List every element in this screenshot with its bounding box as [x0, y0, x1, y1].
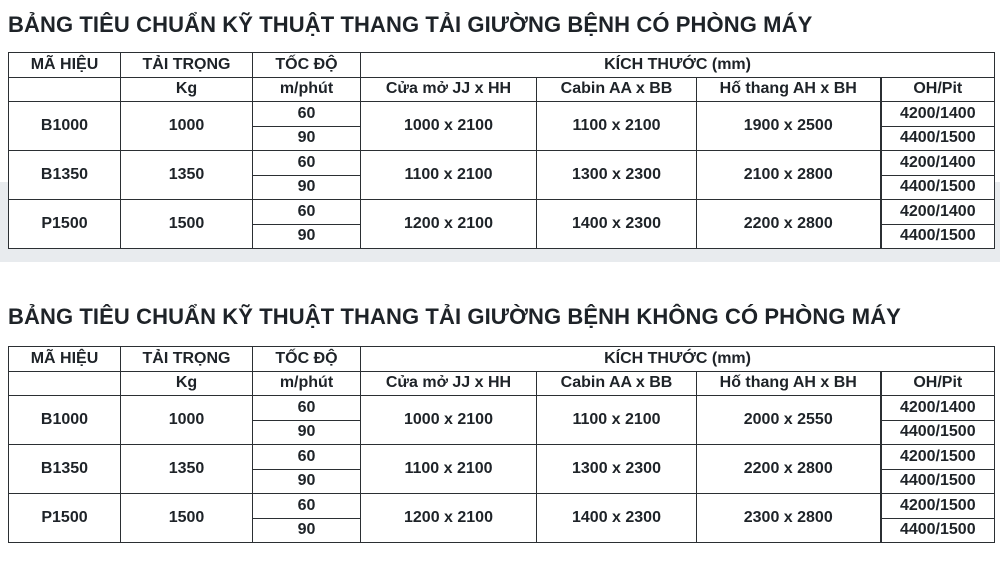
cell-ohpit: 4400/1500 [881, 518, 995, 543]
cell-ohpit: 4200/1400 [881, 151, 995, 176]
cell-ohpit: 4400/1500 [881, 469, 995, 494]
header-load-unit: Kg [121, 371, 253, 396]
cell-ohpit: 4400/1500 [881, 175, 995, 200]
table-row [9, 396, 995, 421]
header-row [9, 347, 995, 372]
table-row [9, 200, 995, 225]
table-row [9, 494, 995, 519]
cell-load: 1350 [121, 445, 253, 494]
spec-table [8, 52, 995, 249]
cell-load: 1350 [121, 151, 253, 200]
header-dimensions: KÍCH THƯỚC (mm) [361, 347, 995, 372]
cell-speed: 60 [253, 151, 361, 176]
cell-shaft: 2000 x 2550 [697, 396, 881, 445]
cell-model: B1000 [9, 102, 121, 151]
cell-speed: 60 [253, 396, 361, 421]
cell-load: 1000 [121, 102, 253, 151]
cell-ohpit: 4400/1500 [881, 420, 995, 445]
cell-ohpit: 4200/1400 [881, 200, 995, 225]
cell-cabin: 1400 x 2300 [537, 200, 697, 249]
spec-section-without-machine-room [8, 302, 994, 543]
cell-model: B1000 [9, 396, 121, 445]
cell-ohpit: 4200/1400 [881, 396, 995, 421]
header-load-unit: Kg [121, 77, 253, 102]
table-row [9, 102, 995, 127]
header-model-blank [9, 77, 121, 102]
header-dimensions: KÍCH THƯỚC (mm) [361, 53, 995, 78]
cell-shaft: 2200 x 2800 [697, 200, 881, 249]
header-load: TẢI TRỌNG [121, 347, 253, 372]
cell-door: 1000 x 2100 [361, 102, 537, 151]
cell-cabin: 1100 x 2100 [537, 102, 697, 151]
cell-model: P1500 [9, 200, 121, 249]
cell-shaft: 1900 x 2500 [697, 102, 881, 151]
cell-load: 1500 [121, 200, 253, 249]
cell-speed: 60 [253, 445, 361, 470]
header-ohpit: OH/Pit [881, 77, 995, 102]
cell-cabin: 1100 x 2100 [537, 396, 697, 445]
table-title: BẢNG TIÊU CHUẨN KỸ THUẬT THANG TẢI GIƯỜNG BỆNH KHÔNG CÓ PHÒNG MÁY [8, 304, 901, 329]
cell-shaft: 2300 x 2800 [697, 494, 881, 543]
cell-speed: 90 [253, 469, 361, 494]
spec-table [8, 346, 995, 543]
cell-ohpit: 4400/1500 [881, 126, 995, 151]
header-shaft: Hố thang AH x BH [697, 77, 881, 102]
table-row [9, 151, 995, 176]
cell-cabin: 1300 x 2300 [537, 445, 697, 494]
cell-speed: 90 [253, 224, 361, 249]
subheader-row [9, 77, 995, 102]
cell-speed: 60 [253, 494, 361, 519]
cell-load: 1500 [121, 494, 253, 543]
cell-door: 1000 x 2100 [361, 396, 537, 445]
cell-shaft: 2200 x 2800 [697, 445, 881, 494]
header-model: MÃ HIỆU [9, 53, 121, 78]
header-load: TẢI TRỌNG [121, 53, 253, 78]
table-row [9, 445, 995, 470]
cell-model: B1350 [9, 151, 121, 200]
subheader-row [9, 371, 995, 396]
header-model-blank [9, 371, 121, 396]
cell-speed: 60 [253, 200, 361, 225]
header-model: MÃ HIỆU [9, 347, 121, 372]
cell-door: 1200 x 2100 [361, 200, 537, 249]
header-ohpit: OH/Pit [881, 371, 995, 396]
cell-speed: 60 [253, 102, 361, 127]
header-speed-unit: m/phút [253, 371, 361, 396]
cell-model: B1350 [9, 445, 121, 494]
cell-load: 1000 [121, 396, 253, 445]
header-cabin: Cabin AA x BB [537, 77, 697, 102]
cell-cabin: 1300 x 2300 [537, 151, 697, 200]
header-row [9, 53, 995, 78]
header-shaft: Hố thang AH x BH [697, 371, 881, 396]
table-title: BẢNG TIÊU CHUẨN KỸ THUẬT THANG TẢI GIƯỜNG BỆNH CÓ PHÒNG MÁY [8, 12, 813, 37]
cell-ohpit: 4200/1500 [881, 494, 995, 519]
cell-speed: 90 [253, 420, 361, 445]
cell-door: 1200 x 2100 [361, 494, 537, 543]
header-door: Cửa mở JJ x HH [361, 371, 537, 396]
cell-ohpit: 4200/1500 [881, 445, 995, 470]
cell-speed: 90 [253, 126, 361, 151]
cell-speed: 90 [253, 175, 361, 200]
cell-ohpit: 4200/1400 [881, 102, 995, 127]
cell-shaft: 2100 x 2800 [697, 151, 881, 200]
cell-cabin: 1400 x 2300 [537, 494, 697, 543]
header-speed: TỐC ĐỘ [253, 53, 361, 78]
cell-door: 1100 x 2100 [361, 445, 537, 494]
header-speed-unit: m/phút [253, 77, 361, 102]
cell-model: P1500 [9, 494, 121, 543]
cell-ohpit: 4400/1500 [881, 224, 995, 249]
header-cabin: Cabin AA x BB [537, 371, 697, 396]
header-speed: TỐC ĐỘ [253, 347, 361, 372]
cell-speed: 90 [253, 518, 361, 543]
header-door: Cửa mở JJ x HH [361, 77, 537, 102]
cell-door: 1100 x 2100 [361, 151, 537, 200]
spec-section-with-machine-room [8, 10, 994, 249]
